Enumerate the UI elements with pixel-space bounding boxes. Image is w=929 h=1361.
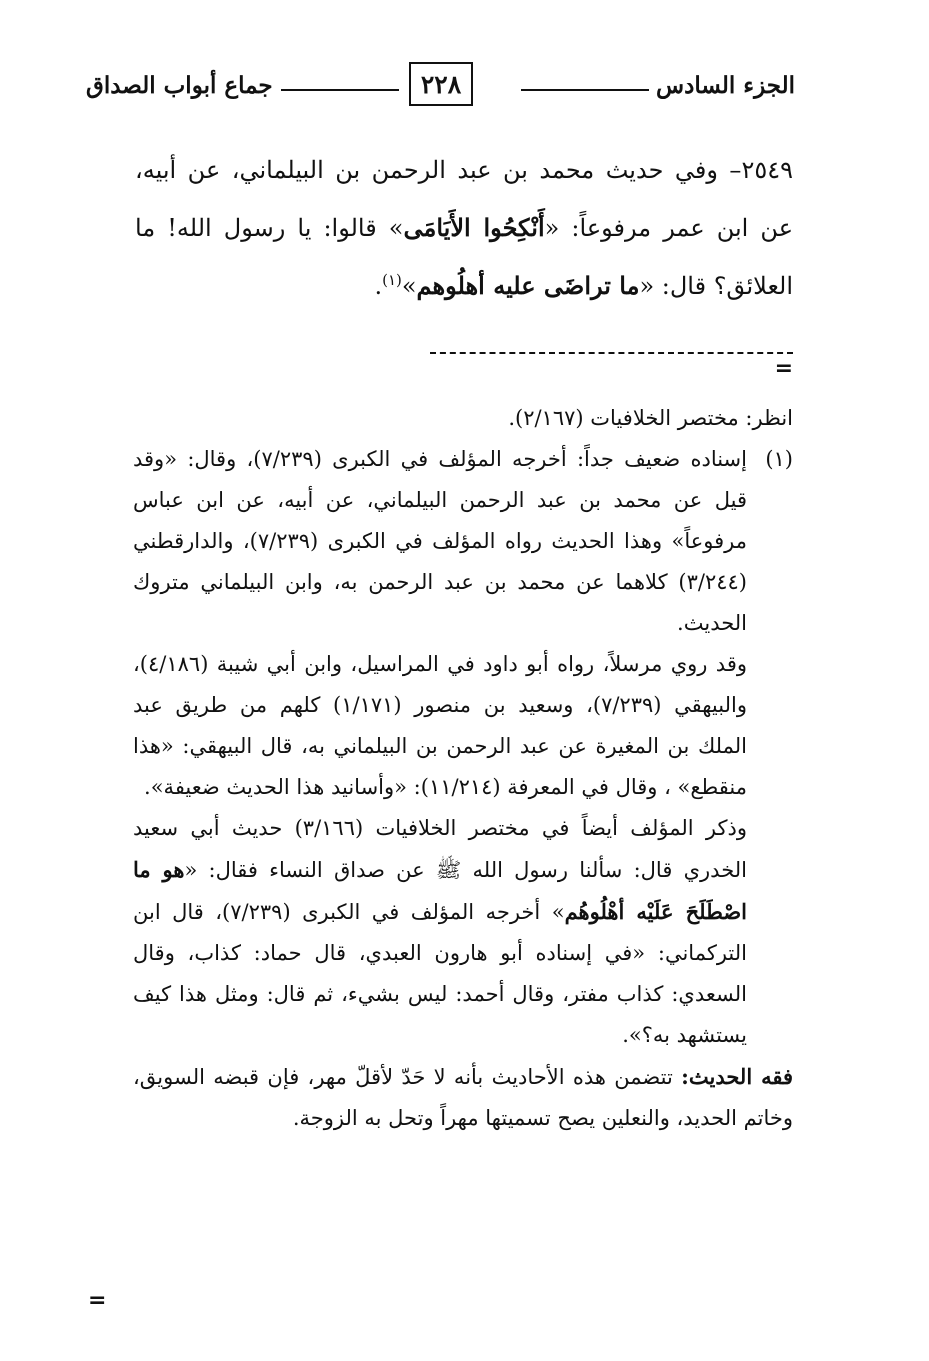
header-rule-right bbox=[521, 89, 649, 91]
hadith-text-part: » قالوا: يا رسول الله! ما العلائق؟ قال: « bbox=[135, 214, 793, 300]
footnote-1 bbox=[133, 439, 793, 1056]
footnote-text-part: » أخرجه المؤلف في الكبرى (٧/٢٣٩)، قال ابن التركماني: «في إسناده أبو هارون العبدي، قال حماد: كذاب، وقال السعدي: كذاب مفتر، وقال أحمد: ليس بشيء، ثم قال: ومثل هذا كيف يستشهد به؟». bbox=[133, 900, 747, 1047]
page-number: ٢٢٨ bbox=[409, 62, 473, 106]
hadith-text-part: » bbox=[401, 272, 417, 300]
footnote-1-paragraph bbox=[133, 808, 747, 1056]
hadith-text bbox=[135, 141, 793, 315]
footnote-marker: (١) bbox=[765, 447, 793, 471]
footnote-text-part: وذكر المؤلف أيضاً في مختصر الخلافيات (٣/١٦٦) حديث أبي سعيد الخدري قال: سألنا رسول الله ﷺ عن صداق النساء فقال: « bbox=[133, 816, 747, 882]
hadith-quote-1: أَنْكِحُوا الأَيَامَى bbox=[403, 213, 545, 242]
chapter-title: جماع أبواب الصداق bbox=[86, 72, 273, 99]
hadith-number: ٢٥٤٩ bbox=[741, 156, 793, 184]
fiqh-heading: فقه الحديث: bbox=[681, 1064, 794, 1089]
fiqh-section bbox=[133, 1056, 793, 1139]
header-rule-left bbox=[281, 89, 399, 91]
continuation-mark: = bbox=[774, 356, 793, 381]
footnote-quote: هو ما اصْطَلَحَ عَلَيْه أهْلُوهُم bbox=[133, 857, 747, 924]
hadith-quote-2: ما تراضَى عليه أهلُوهم bbox=[416, 271, 640, 300]
footnote-reference: (١) bbox=[382, 271, 402, 289]
volume-title: الجزء السادس bbox=[656, 72, 795, 99]
footnote-1-paragraph: إسناده ضعيف جداً: أخرجه المؤلف في الكبرى (٧/٢٣٩)، وقال: «وقد قيل عن محمد بن عبد الرحمن البيلماني، عن أبيه، عن ابن عباس مرفوعاً» وهذا الحديث رواه المؤلف في الكبرى (٧/٢٣٩)، والدارقطني (٣/٢٤٤) كلاهما عن محمد بن عبد الرحمن به، وابن البيلماني متروك الحديث. bbox=[133, 447, 748, 635]
footnote-separator bbox=[430, 352, 793, 354]
footnote-1-paragraph: وقد روي مرسلاً، رواه أبو داود في المراسيل، وابن أبي شيبة (٤/١٨٦)، والبيهقي (٧/٢٣٩)، وسعيد بن منصور (١/١٧١) كلهم من طريق عبد الملك بن المغيرة عن عبد الرحمن بن البيلماني به، قال البيهقي: «هذا منقطع» ، وقال في المعرفة (١١/٢١٤): «وأسانيد هذا الحديث ضعيفة». bbox=[133, 652, 747, 799]
footnotes bbox=[133, 398, 793, 1139]
continuation-mark-bottom: = bbox=[88, 1288, 107, 1313]
fiqh-text: تتضمن هذه الأحاديث بأنه لا حَدّ لأقلّ مهر، فإن قبضه السويق، وخاتم الحديد، والنعلين يصح تسميتها مهراً وتحل به الزوجة. bbox=[133, 1065, 793, 1130]
footnote-intro: انظر: مختصر الخلافيات (٢/١٦٧). bbox=[508, 406, 793, 430]
hadith-text-end: . bbox=[374, 272, 383, 300]
hadith-text-part: – وفي حديث محمد بن عبد الرحمن بن البيلماني، عن أبيه، عن ابن عمر مرفوعاً: « bbox=[135, 156, 794, 242]
running-header bbox=[86, 62, 795, 114]
